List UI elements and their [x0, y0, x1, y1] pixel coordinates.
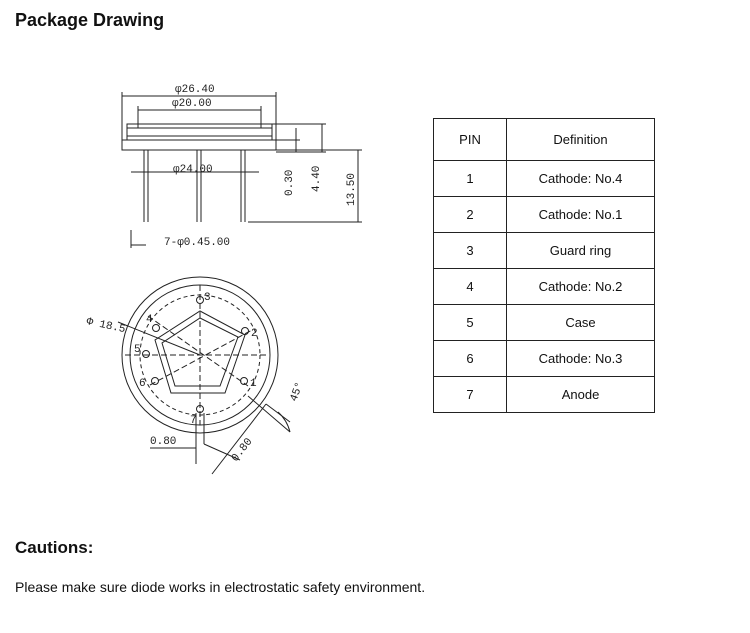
pin-number: 3 [434, 233, 507, 269]
pin-definition: Case [507, 305, 655, 341]
header-pin: PIN [434, 119, 507, 161]
table-row [434, 161, 655, 197]
table-row [434, 197, 655, 233]
pin-number: 2 [434, 197, 507, 233]
pin-label-3: 3 [204, 292, 211, 304]
pin-definition: Anode [507, 377, 655, 413]
side-view [122, 92, 362, 248]
table-row [434, 305, 655, 341]
table-row [434, 377, 655, 413]
dim-total: 13.50 [346, 172, 358, 206]
pin-label-1: 1 [250, 378, 257, 390]
page-title: Package Drawing [15, 10, 165, 30]
pin-definition: Cathode: No.1 [507, 197, 655, 233]
header-definition: Definition [507, 119, 655, 161]
pin-label-4: 4 [146, 314, 153, 326]
pin-label-7: 7 [190, 415, 197, 427]
pin-definition: Cathode: No.4 [507, 161, 655, 197]
dim-height: 4.40 [311, 165, 323, 192]
pin-definition: Cathode: No.2 [507, 269, 655, 305]
angle-label: 45° [288, 380, 307, 404]
dim-thickness: 0.30 [284, 169, 296, 196]
pin-number: 6 [434, 341, 507, 377]
table-row [434, 269, 655, 305]
cautions-heading: Cautions: [15, 538, 94, 557]
cautions-text: Please make sure diode works in electrostatic safety environment. [15, 579, 426, 595]
top-view [118, 277, 290, 474]
pin-number: 5 [434, 305, 507, 341]
pin-definition-table [433, 118, 655, 413]
dim-pad: 0.80 [150, 436, 177, 448]
dim-outer: φ26.40 [175, 84, 215, 96]
pin-definition: Guard ring [507, 233, 655, 269]
table-row [434, 233, 655, 269]
dim-pad2: 0.80 [229, 436, 256, 465]
dim-pins: 7-φ0.45.00 [164, 237, 231, 249]
dim-circle: Φ 18.5 [85, 316, 127, 337]
pin-definition: Cathode: No.3 [507, 341, 655, 377]
pin-number: 7 [434, 377, 507, 413]
pin-number: 4 [434, 269, 507, 305]
dim-inner: φ20.00 [172, 98, 212, 110]
pin-number: 1 [434, 161, 507, 197]
table-header-row [434, 119, 655, 161]
pin-label-2: 2 [251, 328, 258, 340]
pin-label-6: 6 [139, 378, 146, 390]
pin-label-5: 5 [134, 344, 141, 356]
table-row [434, 341, 655, 377]
dim-base: φ24.00 [173, 164, 213, 176]
